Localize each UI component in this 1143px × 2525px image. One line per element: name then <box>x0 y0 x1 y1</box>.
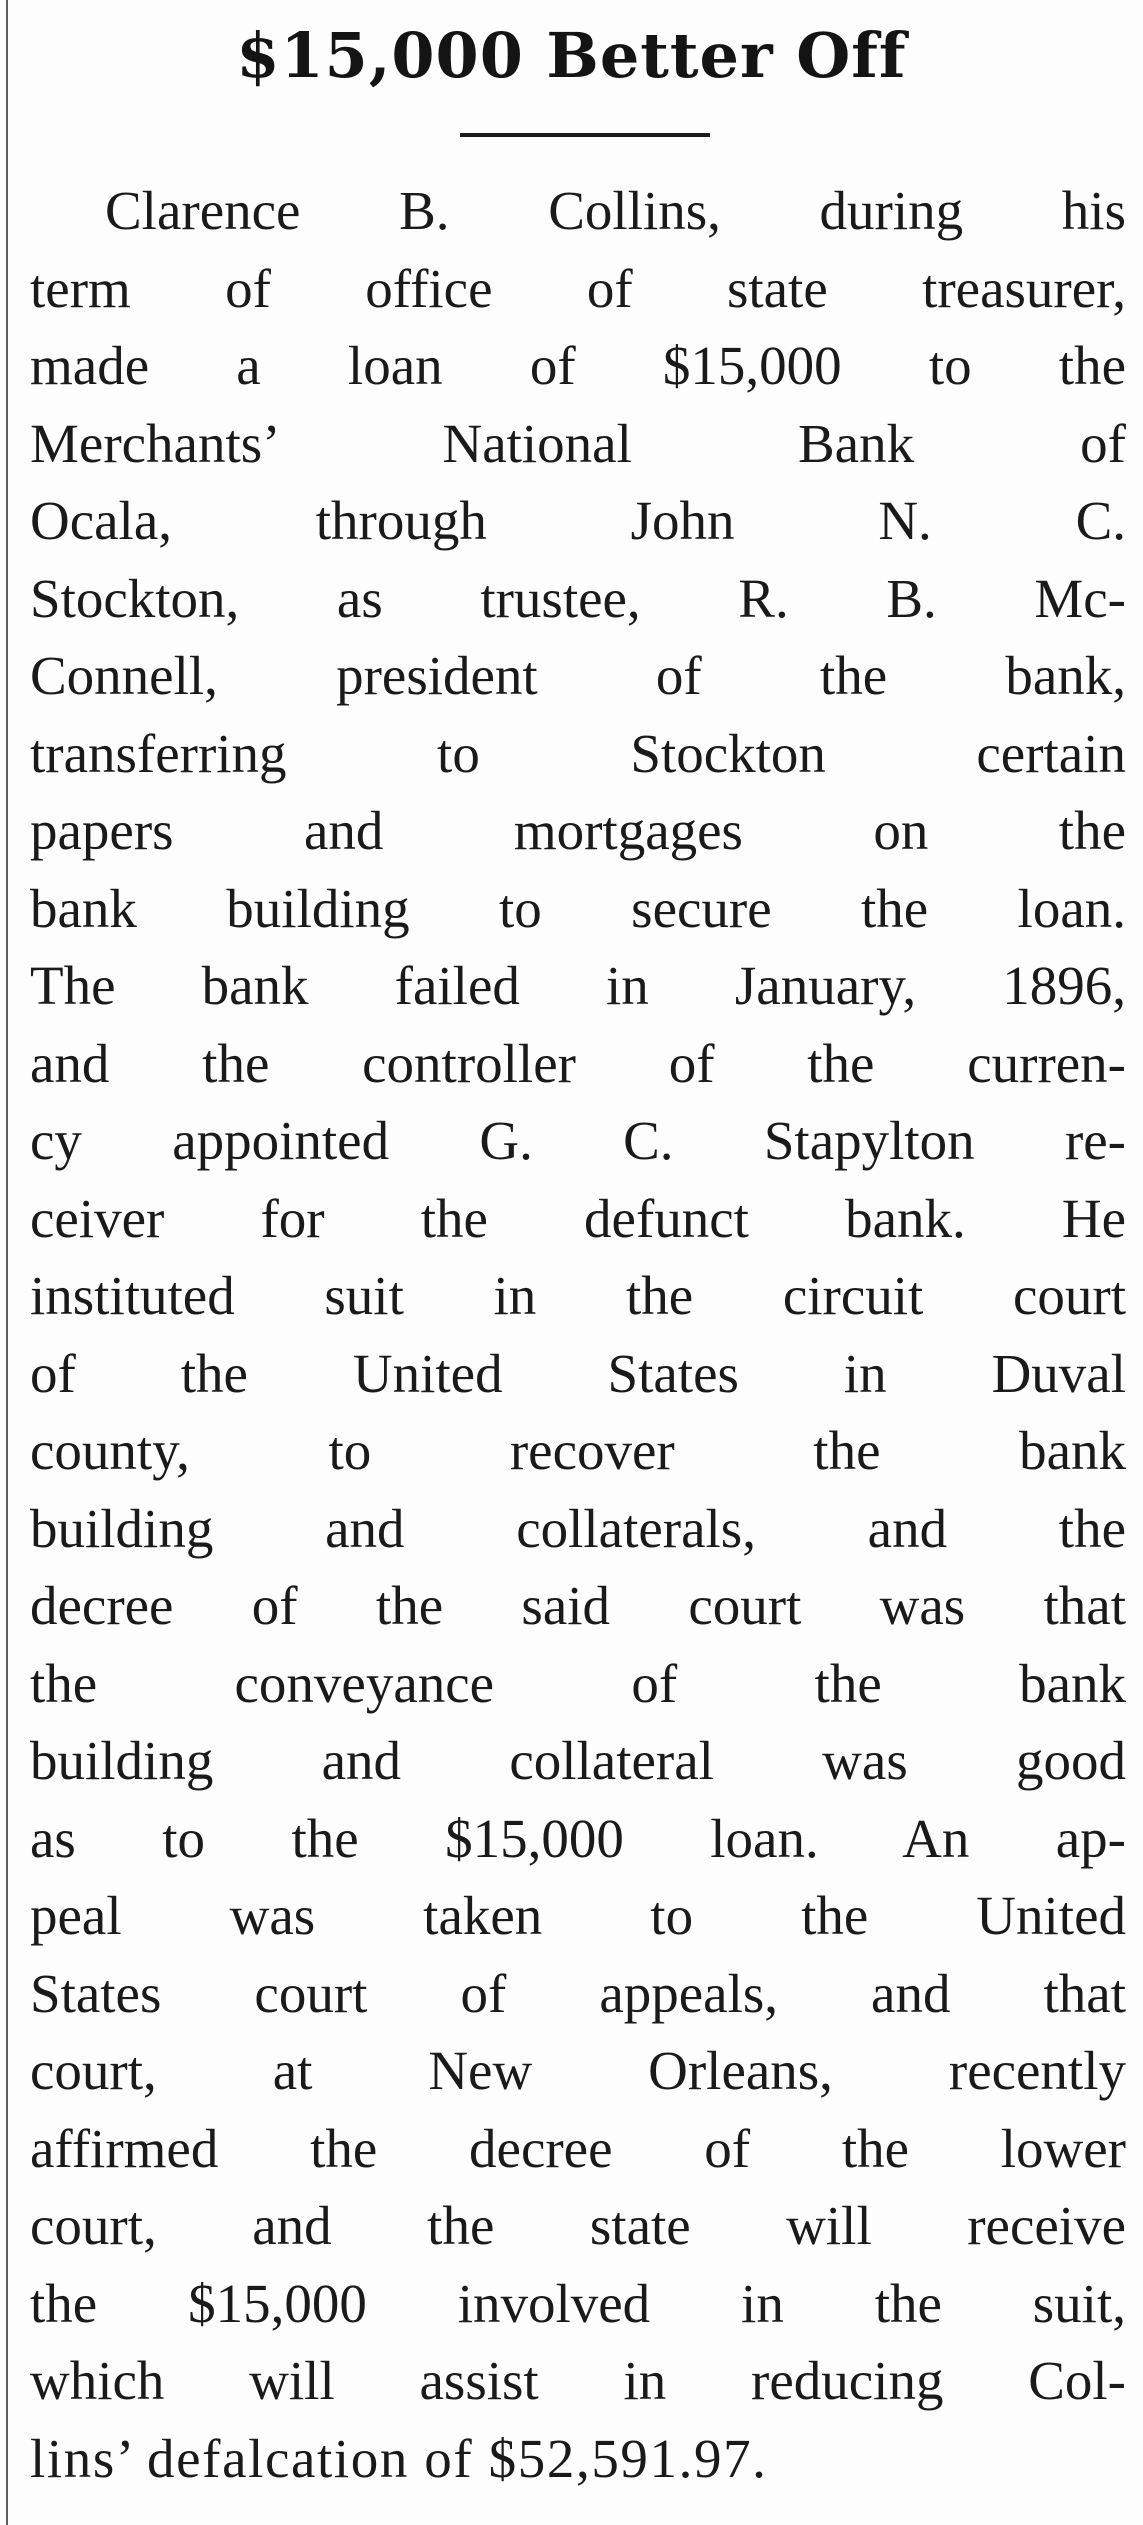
article-line: papers and mortgages on the <box>30 800 1126 861</box>
article-line: bank building to secure the loan. <box>30 877 1126 939</box>
article-line: made a loan of $15,000 to the <box>30 335 1126 396</box>
article-line: term of office of state treasurer, <box>30 257 1126 319</box>
article-line: Clarence B. Collins, during his <box>105 180 1126 241</box>
article-line: as to the $15,000 loan. An ap- <box>30 1807 1126 1869</box>
article-line: building and collateral was good <box>30 1730 1126 1791</box>
article-line: court, at New Orleans, recently <box>30 2040 1126 2101</box>
article-line: which will assist in reducing Col- <box>30 2350 1126 2411</box>
article-line: States court of appeals, and that <box>30 1962 1126 2024</box>
article-line: lins’ defalcation of $52,591.97. <box>30 2427 768 2489</box>
column-rule <box>6 0 8 2525</box>
article-line: Ocala, through John N. C. <box>30 490 1126 551</box>
article-line: Connell, president of the bank, <box>30 645 1126 706</box>
article-line: affirmed the decree of the lower <box>30 2117 1126 2179</box>
headline: $15,000 Better Off <box>236 19 907 92</box>
article-line: decree of the said court was that <box>30 1575 1126 1636</box>
article-body <box>30 172 1126 2497</box>
article-line: court, and the state will receive <box>30 2195 1126 2256</box>
article-line: county, to recover the bank <box>30 1420 1126 1481</box>
article-line: the conveyance of the bank <box>30 1652 1126 1714</box>
article-line: Merchants’ National Bank of <box>30 412 1126 474</box>
article-line: ceiver for the defunct bank. He <box>30 1187 1126 1249</box>
article-line: peal was taken to the United <box>30 1885 1126 1946</box>
headline-divider <box>460 133 710 137</box>
article-line: the $15,000 involved in the suit, <box>30 2272 1126 2334</box>
article-line: transferring to Stockton certain <box>30 722 1126 784</box>
article-line: Stockton, as trustee, R. B. Mc- <box>30 567 1126 629</box>
article-line: cy appointed G. C. Stapylton re- <box>30 1110 1126 1171</box>
article-line: The bank failed in January, 1896, <box>30 955 1126 1016</box>
article-line: building and collaterals, and the <box>30 1497 1126 1559</box>
article-line: instituted suit in the circuit court <box>30 1265 1126 1326</box>
article-line: of the United States in Duval <box>30 1342 1126 1404</box>
article-line: and the controller of the curren- <box>30 1032 1126 1094</box>
